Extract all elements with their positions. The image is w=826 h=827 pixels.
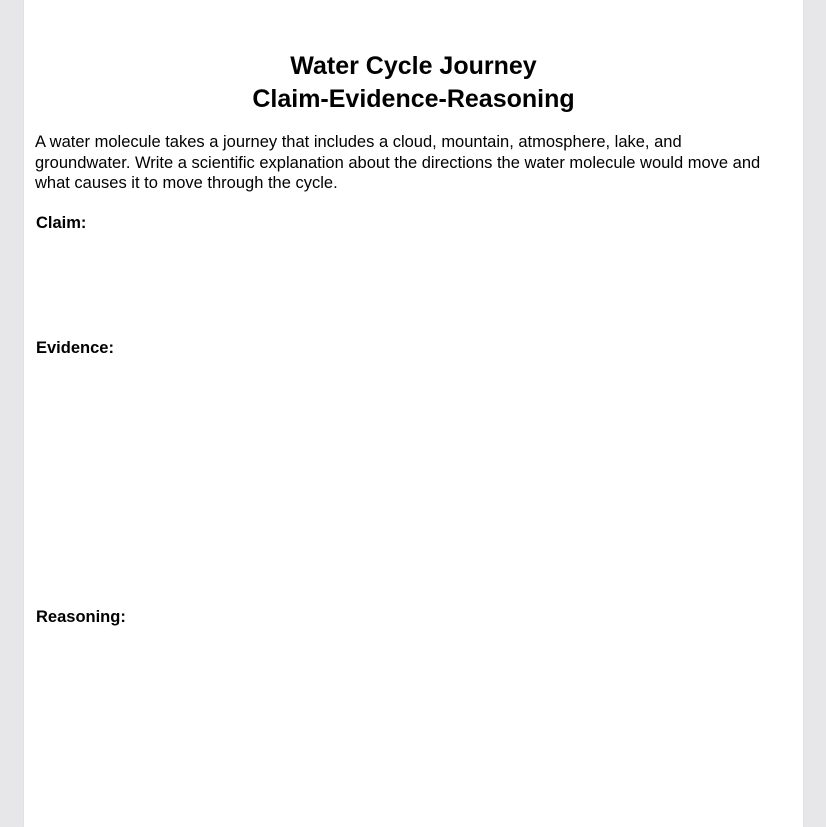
claim-answer-area xyxy=(36,238,776,330)
reasoning-label: Reasoning: xyxy=(36,608,126,626)
claim-label: Claim: xyxy=(36,214,87,232)
worksheet-title: Water Cycle Journey xyxy=(290,52,537,80)
worksheet-subtitle: Claim-Evidence-Reasoning xyxy=(252,85,575,113)
evidence-label: Evidence: xyxy=(36,339,114,357)
worksheet-page xyxy=(24,0,803,827)
prompt-text: A water molecule takes a journey that includes a cloud, mountain, atmosphere, lake, and groundwater. Write a scientific explanation about the directions the water molecule would move and what causes it to move through the cycle. xyxy=(35,133,761,192)
reasoning-answer-area xyxy=(36,632,776,822)
evidence-answer-area xyxy=(36,363,776,599)
